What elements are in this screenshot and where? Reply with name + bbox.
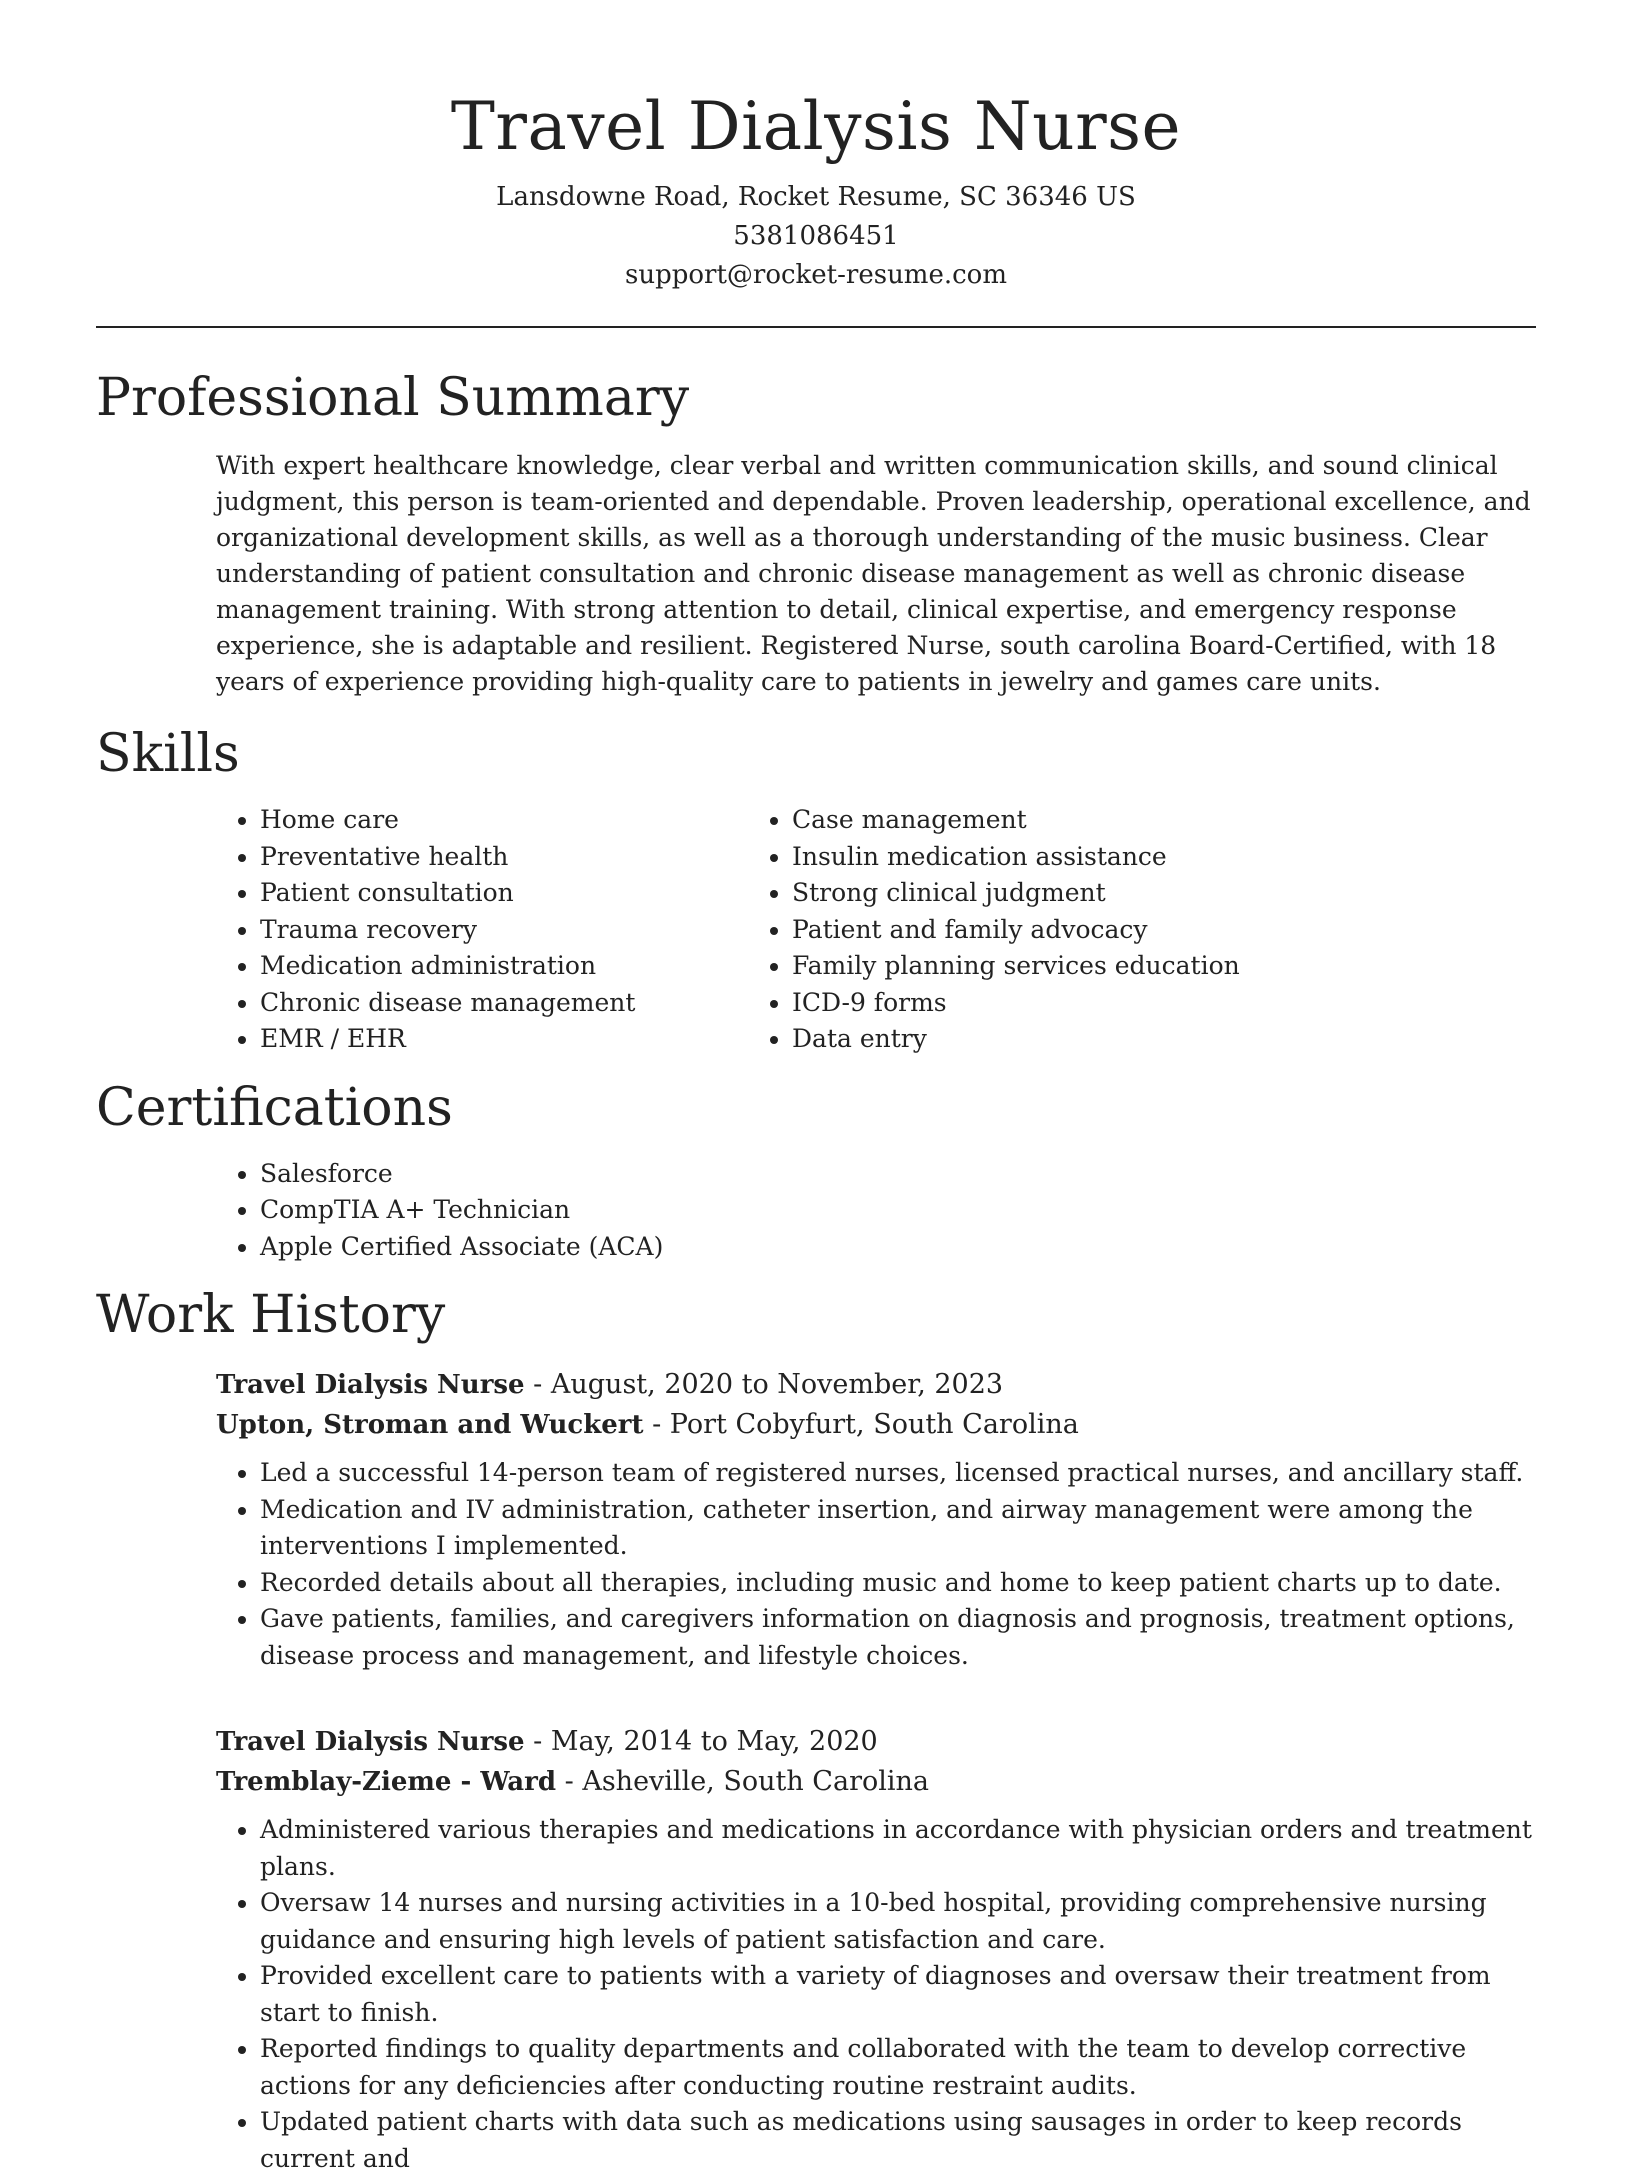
job-bullet: • Oversaw 14 nurses and nursing activities in a 10-bed hospital, providing comprehensive nursing guidance and ensuring high levels of patient satisfaction and care. [260, 1885, 1536, 1958]
certifications-heading: Certifications [96, 1077, 453, 1138]
job-entry [216, 1365, 1536, 1674]
skill-item: • ICD-9 forms [792, 985, 1452, 1022]
certification-item: • Apple Certified Associate (ACA) [260, 1229, 1536, 1266]
job-dates: - May, 2014 to May, 2020 [524, 1726, 878, 1757]
job-company-line [216, 1405, 1536, 1445]
skills-heading: Skills [96, 724, 240, 784]
work-history-heading: Work History [96, 1285, 446, 1345]
job-title-line [216, 1722, 1536, 1762]
address: Lansdowne Road, Rocket Resume, SC 36346 US [496, 182, 1136, 212]
job-title-line [216, 1365, 1536, 1405]
resume-page [96, 0, 1536, 2177]
certifications-list [96, 1156, 1536, 1266]
job-bullet: • Updated patient charts with data such as medications using sausages in order to keep records current and [260, 2104, 1536, 2177]
certification-item: • CompTIA A+ Technician [260, 1192, 1536, 1229]
job-company: Tremblay-Zieme - Ward [216, 1767, 557, 1797]
skill-item: • Trauma recovery [260, 912, 746, 949]
candidate-name: Travel Dialysis Nurse [450, 88, 1182, 165]
job-location: - Port Cobyfurt, South Carolina [643, 1409, 1079, 1440]
job-entry [216, 1722, 1536, 2177]
summary-text: With expert healthcare knowledge, clear verbal and written communication skills, and sound clinical judgment, this person is team-oriented and dependable. Proven leadership, operational excellence, and organizational development skills, as well as a thorough understanding of the music business. Clear understanding of patient consultation and chronic disease management as well as chronic disease management training. With strong attention to detail, clinical expertise, and emergency response experience, she is adaptable and resilient. Registered Nurse, south carolina Board-Certified, with 18 years of experience providing high-quality care to patients in jewelry and games care units. [216, 451, 1531, 696]
skill-item: • Chronic disease management [260, 985, 746, 1022]
phone: 5381086451 [733, 221, 899, 251]
email: support@rocket-resume.com [624, 260, 1007, 290]
skill-item: • Patient consultation [260, 875, 746, 912]
job-bullet: • Medication and IV administration, catheter insertion, and airway management were among the interventions I implemented. [260, 1492, 1536, 1565]
job-title: Travel Dialysis Nurse [216, 1727, 525, 1757]
certification-item: • Salesforce [260, 1156, 1536, 1193]
skill-item: • Patient and family advocacy [792, 912, 1452, 949]
job-title: Travel Dialysis Nurse [216, 1370, 525, 1400]
skills-column-left [96, 802, 746, 1058]
skill-item: • Preventative health [260, 839, 746, 876]
summary-heading: Professional Summary [96, 368, 690, 428]
contact-info [96, 178, 1536, 295]
job-dates: - August, 2020 to November, 2023 [524, 1369, 1004, 1400]
job-location: - Asheville, South Carolina [556, 1766, 929, 1797]
job-bullet: • Administered various therapies and medications in accordance with physician orders and treatment plans. [260, 1812, 1536, 1885]
header-divider [96, 326, 1536, 328]
skill-item: • Case management [792, 802, 1452, 839]
job-bullet: • Provided excellent care to patients with a variety of diagnoses and oversaw their treatment from start to finish. [260, 1958, 1536, 2031]
job-bullets [216, 1455, 1536, 1674]
job-bullet: • Gave patients, families, and caregivers information on diagnosis and prognosis, treatment options, disease process and management, and lifestyle choices. [260, 1601, 1536, 1674]
job-bullet: • Reported findings to quality departments and collaborated with the team to develop corrective actions for any deficiencies after conducting routine restraint audits. [260, 2031, 1536, 2104]
skill-item: • Strong clinical judgment [792, 875, 1452, 912]
skill-item: • Data entry [792, 1021, 1452, 1058]
job-company-line [216, 1762, 1536, 1802]
skill-item: • Medication administration [260, 948, 746, 985]
skill-item: • Home care [260, 802, 746, 839]
skill-item: • Family planning services education [792, 948, 1452, 985]
skill-item: • Insulin medication assistance [792, 839, 1452, 876]
skills-list [96, 802, 1536, 1058]
job-bullets [216, 1812, 1536, 2177]
job-bullet: • Led a successful 14-person team of registered nurses, licensed practical nurses, and ancillary staff. [260, 1455, 1536, 1492]
skills-column-right [746, 802, 1452, 1058]
job-bullet: • Recorded details about all therapies, including music and home to keep patient charts up to date. [260, 1565, 1536, 1602]
job-company: Upton, Stroman and Wuckert [216, 1410, 644, 1440]
resume-header [96, 0, 1536, 295]
skill-item: • EMR / EHR [260, 1021, 746, 1058]
